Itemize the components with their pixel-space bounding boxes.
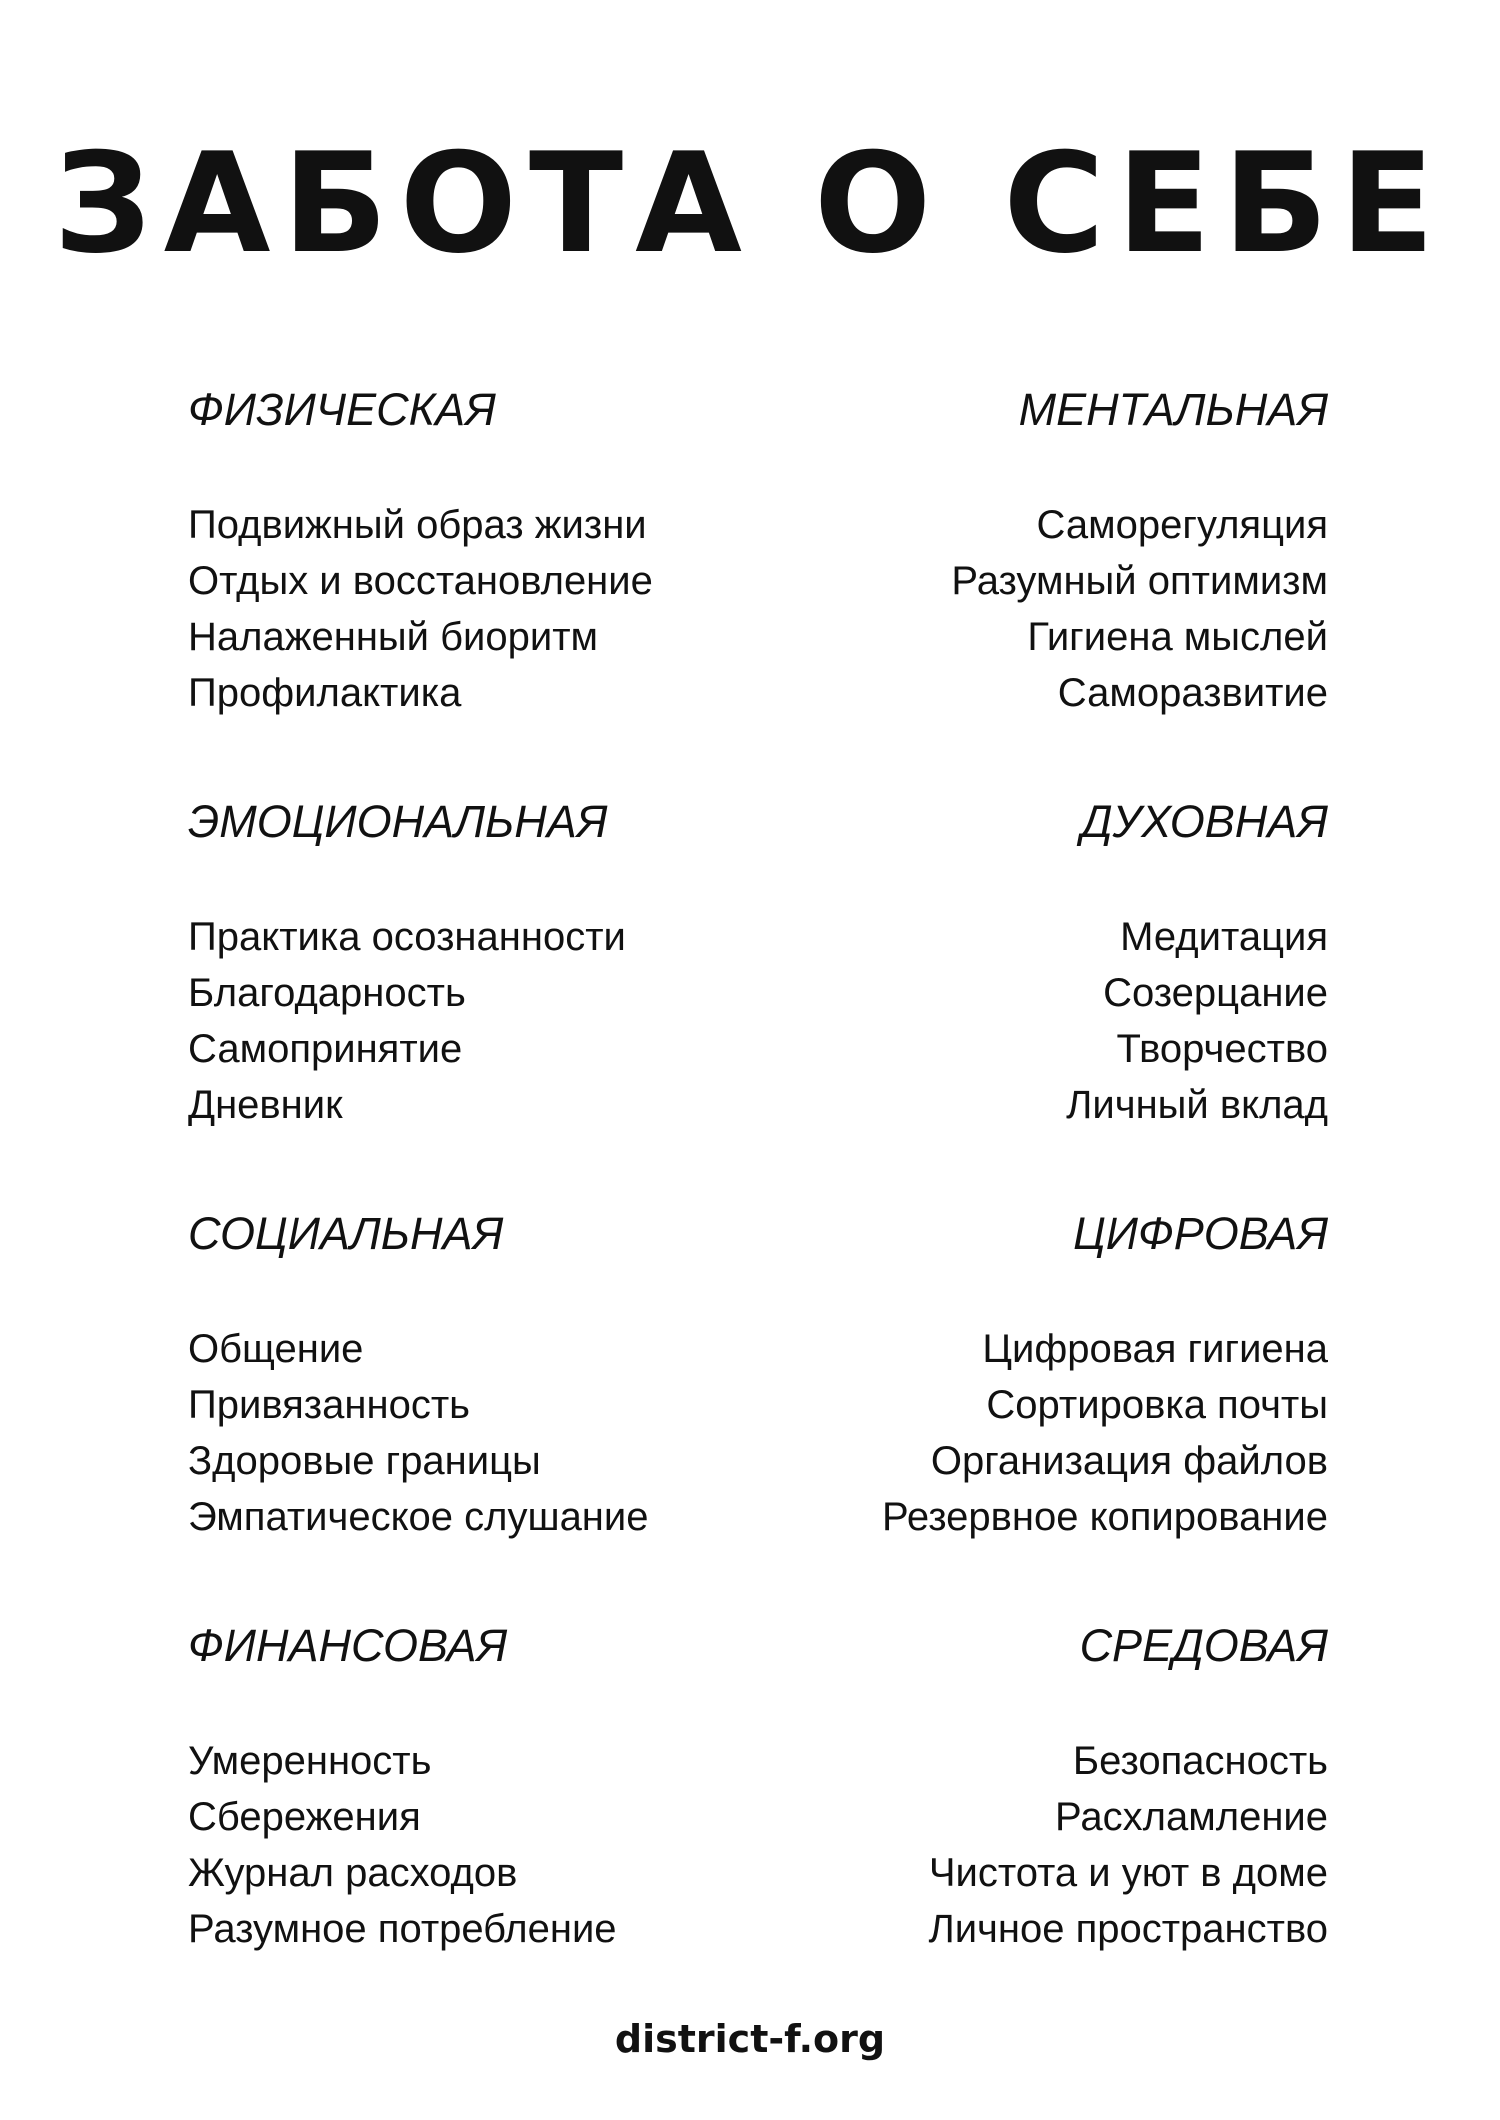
list-item: Расхламление	[1055, 1795, 1328, 1839]
category-row	[188, 797, 1328, 1209]
category-row	[188, 1209, 1328, 1621]
list-item: Здоровые границы	[188, 1439, 541, 1483]
list-item: Практика осознанности	[188, 915, 626, 959]
list-item: Личное пространство	[928, 1907, 1328, 1951]
category-title: СОЦИАЛЬНАЯ	[188, 1208, 504, 1259]
list-item: Саморегуляция	[1036, 503, 1328, 547]
categories-grid	[188, 385, 1328, 2033]
category-items	[768, 497, 1328, 721]
category-items	[768, 1321, 1328, 1545]
list-item: Организация файлов	[930, 1439, 1328, 1483]
list-item: Личный вклад	[1066, 1083, 1328, 1127]
category-title: ЦИФРОВАЯ	[1073, 1208, 1328, 1259]
category-row	[188, 1621, 1328, 2033]
list-item: Созерцание	[1103, 971, 1328, 1015]
list-item: Журнал расходов	[188, 1851, 518, 1895]
list-item: Медитация	[1120, 915, 1328, 959]
list-item: Гигиена мыслей	[1027, 615, 1328, 659]
category-emotional	[188, 797, 748, 1209]
category-items	[188, 497, 748, 721]
category-row	[188, 385, 1328, 797]
list-item: Резервное копирование	[881, 1495, 1328, 1539]
list-item: Подвижный образ жизни	[188, 503, 647, 547]
category-title: ДУХОВНАЯ	[1080, 796, 1328, 847]
category-title: СРЕДОВАЯ	[1079, 1620, 1328, 1671]
list-item: Разумное потребление	[188, 1907, 617, 1951]
category-spiritual	[768, 797, 1328, 1209]
footer-website: district-f.org	[614, 2017, 886, 2061]
category-items	[188, 1321, 748, 1545]
list-item: Разумный оптимизм	[951, 559, 1328, 603]
list-item: Самопринятие	[188, 1027, 463, 1071]
list-item: Общение	[188, 1327, 364, 1371]
list-item: Творчество	[1116, 1027, 1328, 1071]
list-item: Сортировка почты	[986, 1383, 1328, 1427]
list-item: Налаженный биоритм	[188, 615, 599, 659]
list-item: Отдых и восстановление	[188, 559, 653, 603]
category-items	[188, 909, 748, 1133]
category-title: ЭМОЦИОНАЛЬНАЯ	[188, 796, 608, 847]
page-title: ЗАБОТА О СЕБЕ	[53, 123, 1447, 284]
list-item: Умеренность	[188, 1739, 432, 1783]
list-item: Благодарность	[188, 971, 466, 1015]
category-environmental	[768, 1621, 1328, 2033]
list-item: Безопасность	[1072, 1739, 1328, 1783]
category-items	[768, 1733, 1328, 1957]
category-title: ФИНАНСОВАЯ	[188, 1620, 508, 1671]
category-physical	[188, 385, 748, 797]
list-item: Эмпатическое слушание	[188, 1495, 649, 1539]
category-items	[768, 909, 1328, 1133]
category-items	[188, 1733, 748, 1957]
category-digital	[768, 1209, 1328, 1621]
category-social	[188, 1209, 748, 1621]
list-item: Дневник	[188, 1083, 343, 1127]
list-item: Чистота и уют в доме	[928, 1851, 1328, 1895]
category-mental	[768, 385, 1328, 797]
list-item: Цифровая гигиена	[982, 1327, 1328, 1371]
list-item: Сбережения	[188, 1795, 421, 1839]
list-item: Привязанность	[188, 1383, 470, 1427]
category-title: МЕНТАЛЬНАЯ	[1018, 384, 1328, 435]
list-item: Профилактика	[188, 671, 462, 715]
list-item: Саморазвитие	[1057, 671, 1328, 715]
category-financial	[188, 1621, 748, 2033]
category-title: ФИЗИЧЕСКАЯ	[188, 384, 496, 435]
